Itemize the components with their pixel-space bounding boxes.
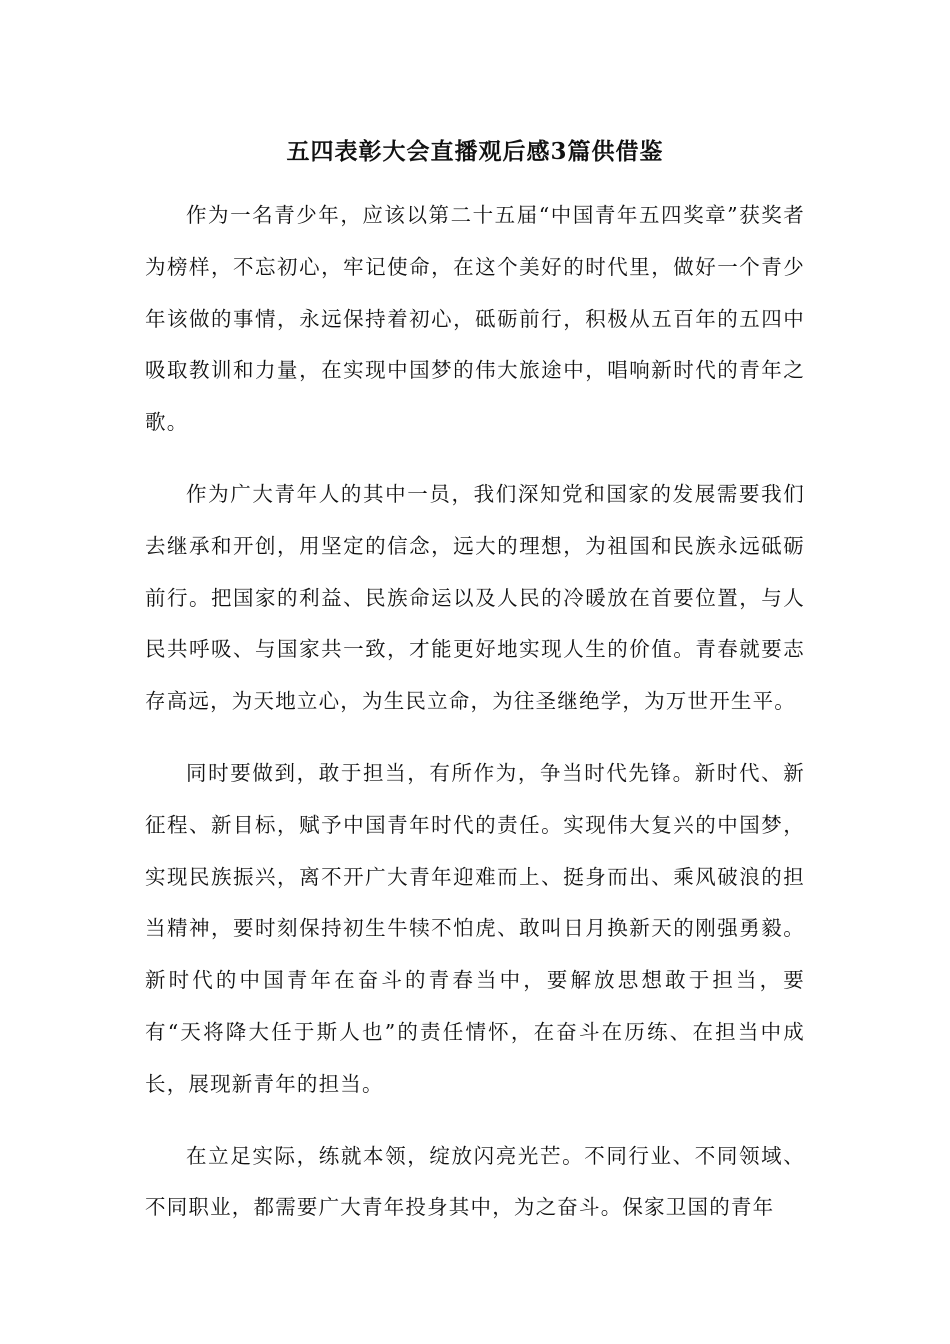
document-body [145, 190, 805, 1254]
paragraph-2: 作为广大青年人的其中一员，我们深知党和国家的发展需要我们去继承和开创，用坚定的信念，远大的理想，为祖国和民族永远砥砺前行。把国家的利益、民族命运以及人民的冷暖放在首要位置，与人民共呼吸、与国家共一致，才能更好地实现人生的价值。青春就要志存高远，为天地立心，为生民立命，为往圣继绝学，为万世开生平。 [145, 481, 805, 714]
document-title: 五四表彰大会直播观后感3篇供借鉴 [286, 138, 664, 165]
paragraph-3: 同时要做到，敢于担当，有所作为，争当时代先锋。新时代、新征程、新目标，赋予中国青年时代的责任。实现伟大复兴的中国梦，实现民族振兴，离不开广大青年迎难而上、挺身而出、乘风破浪的担当精神，要时刻保持初生牛犊不怕虎、敢叫日月换新天的刚强勇毅。新时代的中国青年在奋斗的青春当中，要解放思想敢于担当，要有“天将降大任于斯人也”的责任情怀，在奋斗在历练、在担当中成长，展现新青年的担当。 [145, 760, 805, 1096]
paragraph-1: 作为一名青少年，应该以第二十五届“中国青年五四奖章”获奖者为榜样，不忘初心，牢记使命，在这个美好的时代里，做好一个青少年该做的事情，永远保持着初心，砥砺前行，积极从五百年的五四中吸取教训和力量，在实现中国梦的伟大旅途中，唱响新时代的青年之歌。 [145, 203, 805, 435]
paragraph-4: 在立足实际，练就本领，绽放闪亮光芒。不同行业、不同领域、不同职业，都需要广大青年投身其中，为之奋斗。保家卫国的青年 [145, 1143, 805, 1220]
